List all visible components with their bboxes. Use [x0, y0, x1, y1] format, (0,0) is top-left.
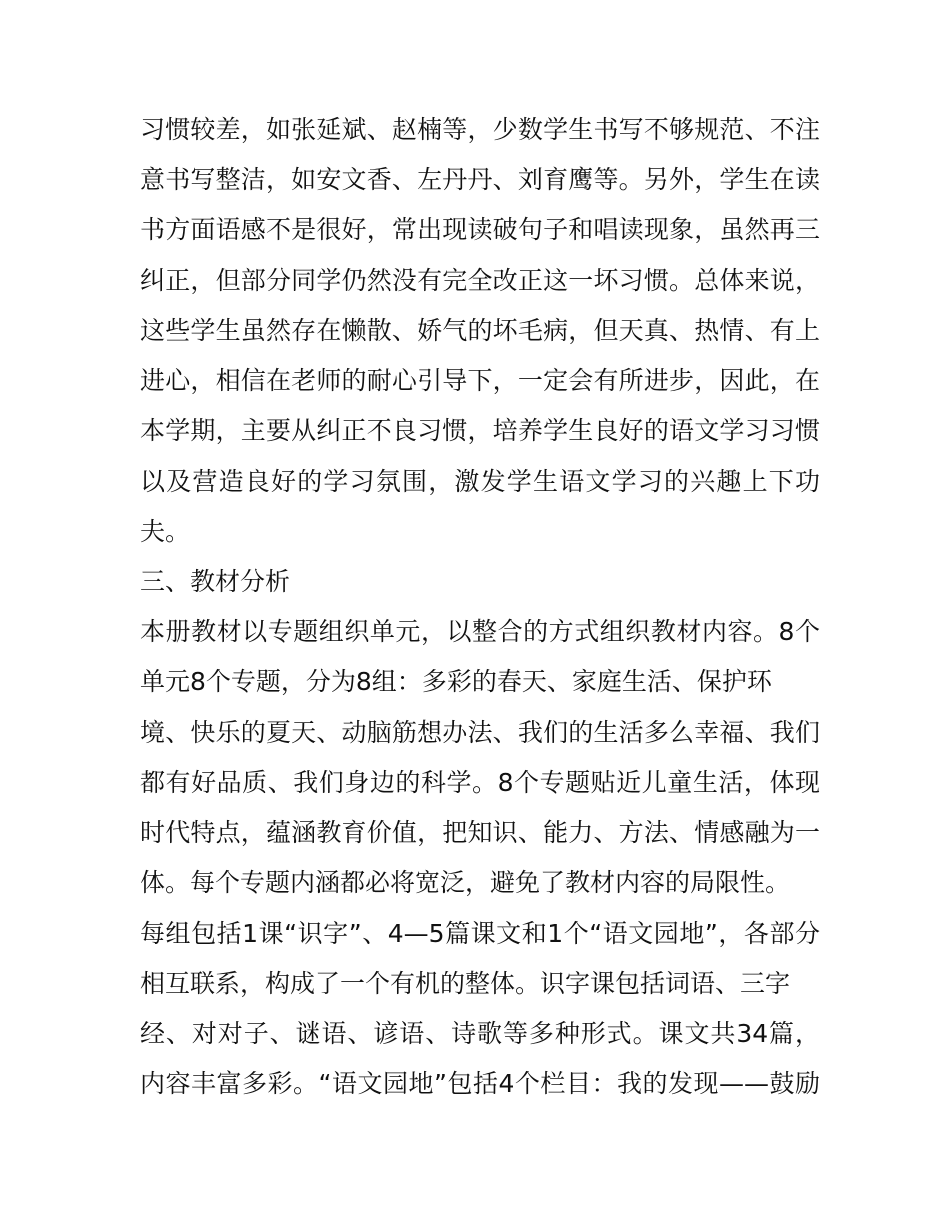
text-line-19: 经、对对子、谜语、谚语、诗歌等多种形式。课文共34篇， [140, 1019, 820, 1048]
text-line-2: 意书写整洁，如安文香、左丹丹、刘育鹰等。另外，学生在读 [140, 165, 820, 194]
text-line-9: 夫。 [140, 517, 191, 546]
text-line-7: 本学期，主要从纠正不良习惯，培养学生良好的语文学习习惯 [140, 416, 820, 445]
text-line-8: 以及营造良好的学习氛围，激发学生语文学习的兴趣上下功 [140, 467, 820, 496]
text-line-4: 纠正，但部分同学仍然没有完全改正这一坏习惯。总体来说， [140, 266, 820, 295]
text-line-12: 单元8个专题，分为8组：多彩的春天、家庭生活、保护环 [140, 667, 772, 696]
section-heading: 三、教材分析 [140, 567, 291, 596]
text-line-11: 本册教材以专题组织单元，以整合的方式组织教材内容。8个 [140, 617, 820, 646]
text-line-13: 境、快乐的夏天、动脑筋想办法、我们的生活多么幸福、我们 [140, 718, 820, 747]
text-line-16: 体。每个专题内涵都必将宽泛，避免了教材内容的局限性。 [140, 868, 791, 897]
text-line-20: 内容丰富多彩。“语文园地”包括4个栏目：我的发现——鼓励 [140, 1069, 820, 1098]
text-line-3: 书方面语感不是很好，常出现读破句子和唱读现象，虽然再三 [140, 215, 820, 244]
text-line-5: 这些学生虽然存在懒散、娇气的坏毛病，但天真、热情、有上 [140, 316, 820, 345]
text-line-18: 相互联系，构成了一个有机的整体。识字课包括词语、三字 [140, 969, 791, 998]
text-line-1: 习惯较差，如张延斌、赵楠等，少数学生书写不够规范、不注 [140, 115, 820, 144]
text-line-6: 进心，相信在老师的耐心引导下，一定会有所进步，因此，在 [140, 366, 820, 395]
text-line-17: 每组包括1课“识字”、4—5篇课文和1个“语文园地”，各部分 [140, 919, 820, 948]
text-line-14: 都有好品质、我们身边的科学。8个专题贴近儿童生活，体现 [140, 768, 820, 797]
text-line-15: 时代特点，蕴涵教育价值，把知识、能力、方法、情感融为一 [140, 818, 820, 847]
